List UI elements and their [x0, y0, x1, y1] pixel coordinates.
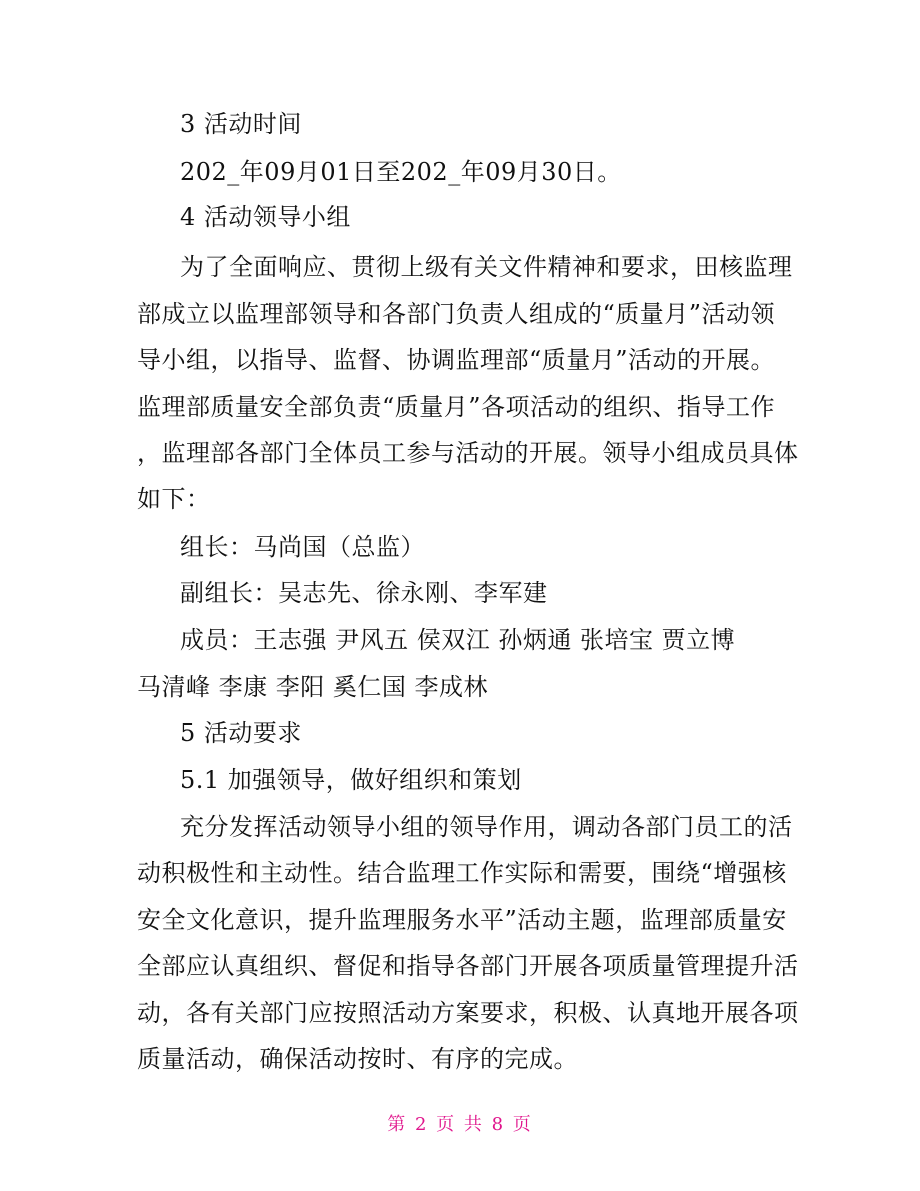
paragraph-line: 部成立以监理部领导和各部门负责人组成的“质量月”活动领	[137, 300, 776, 328]
paragraph-line: 监理部质量安全部负责“质量月”各项活动的组织、指导工作	[137, 393, 776, 421]
group-members-continued: 马清峰 李康 李阳 奚仁国 李成林	[137, 673, 489, 701]
paragraph-line: 动，各有关部门应按照活动方案要求，积极、认真地开展各项	[137, 999, 799, 1027]
group-vice-leaders: 副组长：吴志先、徐永刚、李军建	[180, 579, 548, 607]
paragraph-line: ，监理部各部门全体员工参与活动的开展。领导小组成员具体	[137, 439, 799, 467]
paragraph-line: 质量活动，确保活动按时、有序的完成。	[137, 1045, 578, 1073]
paragraph-line: 导小组，以指导、监督、协调监理部“质量月”活动的开展。	[137, 346, 776, 374]
paragraph-line: 安全文化意识，提升监理服务水平”活动主题，监理部质量安	[137, 906, 787, 934]
section-heading-activity-time: 3 活动时间	[180, 110, 302, 138]
group-members: 成员：王志强 尹风五 侯双江 孙炳通 张培宝 贾立博	[180, 626, 736, 654]
activity-time-range: 202_年09月01日至202_年09月30日。	[180, 158, 622, 186]
group-leader: 组长：马尚国（总监）	[180, 533, 425, 561]
paragraph-line: 充分发挥活动领导小组的领导作用，调动各部门员工的活	[180, 813, 793, 841]
section-heading-requirements: 5 活动要求	[180, 719, 302, 747]
subsection-heading-leadership-planning: 5.1 加强领导，做好组织和策划	[180, 766, 522, 794]
paragraph-line: 如下：	[137, 485, 211, 513]
paragraph-line: 全部应认真组织、督促和指导各部门开展各项质量管理提升活	[137, 952, 799, 980]
paragraph-line: 动积极性和主动性。结合监理工作实际和需要，围绕“增强核	[137, 859, 787, 887]
paragraph-line: 为了全面响应、贯彻上级有关文件精神和要求，田核监理	[180, 253, 793, 281]
page-number-footer: 第 2 页 共 8 页	[387, 1114, 533, 1135]
section-heading-leadership-group: 4 活动领导小组	[180, 203, 351, 231]
